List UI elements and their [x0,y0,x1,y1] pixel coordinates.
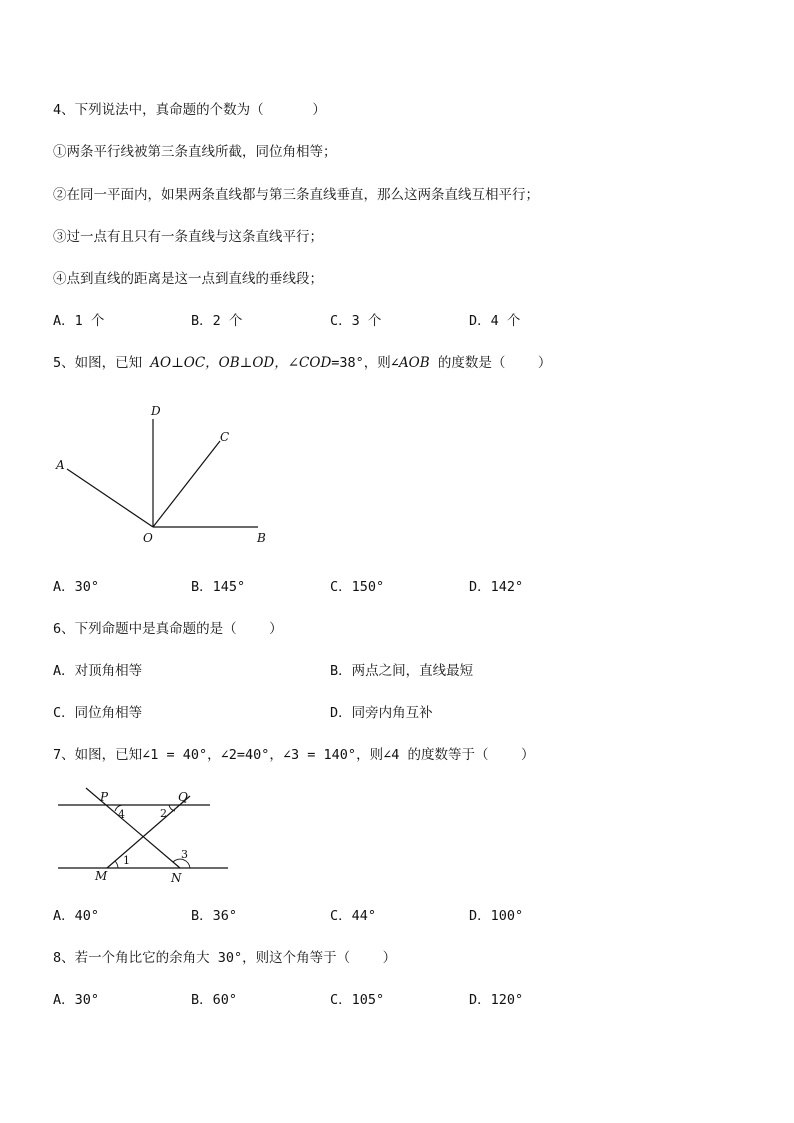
label-angle-4: 4 [118,808,125,821]
ray-oa [67,469,153,527]
q6-stem: 6、下列命题中是真命题的是（ ） [53,621,283,637]
q5-option-a[interactable]: A．30° [53,579,100,595]
q4-statement-4: ④点到直线的距离是这一点到直线的垂线段； [53,271,323,287]
q4-statement-1: ①两条平行线被第三条直线所截，同位角相等； [53,144,337,160]
q7-stem: 7、如图，已知∠1 = 40°，∠2=40°，∠3 = 140°，则∠4 的度数等于（ ） [53,747,535,763]
label-p: P [100,790,109,804]
transversal-mq [107,796,190,868]
label-a: A [56,458,65,472]
q8-option-d[interactable]: D．120° [469,992,524,1008]
q8-stem: 8、若一个角比它的余角大 30°，则这个角等于（ ） [53,950,397,966]
q4-option-c[interactable]: C．3 个 [330,313,382,329]
label-d: D [151,404,161,418]
q8-option-a[interactable]: A．30° [53,992,100,1008]
q8-option-b[interactable]: B．60° [191,992,238,1008]
q7-option-a[interactable]: A．40° [53,908,100,924]
q7-option-b[interactable]: B．36° [191,908,238,924]
label-angle-3: 3 [181,848,188,861]
label-q: Q [178,790,188,804]
q4-option-a[interactable]: A．1 个 [53,313,105,329]
q4-stem: 4、下列说法中，真命题的个数为（ ） [53,102,326,118]
q5-stem: 5、如图，已知 AO⊥OC，OB⊥OD，∠COD=38°，则∠AOB 的度数是（ ） [53,355,552,371]
q7-option-d[interactable]: D．100° [469,908,524,924]
q4-option-d[interactable]: D．4 个 [469,313,521,329]
label-n: N [171,871,182,885]
angle-arc-1 [115,861,118,868]
q7-parallel-lines-figure [50,784,240,884]
label-angle-1: 1 [123,854,130,867]
q6-option-a[interactable]: A．对顶角相等 [53,663,143,679]
ray-oc [153,441,220,527]
q6-option-d[interactable]: D．同旁内角互补 [330,705,433,721]
q6-option-c[interactable]: C．同位角相等 [53,705,143,721]
q5-option-b[interactable]: B．145° [191,579,246,595]
q7-option-c[interactable]: C．44° [330,908,377,924]
label-angle-2: 2 [160,807,167,820]
q5-angle-figure [50,400,280,550]
q4-statement-2: ②在同一平面内，如果两条直线都与第三条直线垂直，那么这两条直线互相平行； [53,187,539,203]
label-c: C [220,430,230,444]
q4-option-b[interactable]: B．2 个 [191,313,243,329]
label-m: M [95,869,108,883]
label-b: B [257,531,266,545]
q4-statement-3: ③过一点有且只有一条直线与这条直线平行； [53,229,323,245]
q6-option-b[interactable]: B．两点之间，直线最短 [330,663,474,679]
q5-option-d[interactable]: D．142° [469,579,524,595]
label-o: O [143,531,153,545]
q5-option-c[interactable]: C．150° [330,579,385,595]
q8-option-c[interactable]: C．105° [330,992,385,1008]
